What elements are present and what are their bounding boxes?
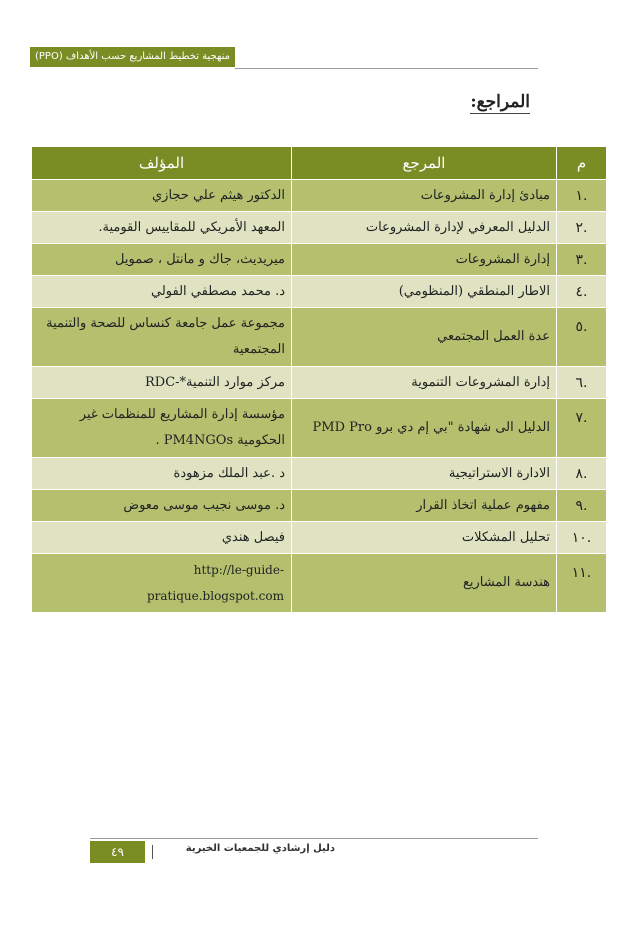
- header-divider: [235, 68, 538, 69]
- references-heading-text: المراجع:: [470, 92, 530, 112]
- row-reference: هندسة المشاريع: [291, 554, 556, 613]
- row-reference: مبادئ إدارة المشروعات: [291, 180, 556, 212]
- row-author: مجموعة عمل جامعة كنساس للصحة والتنمية المجتمعية: [31, 308, 291, 367]
- table-row: [31, 367, 606, 399]
- row-author: د. محمد مصطفي الفولي: [31, 276, 291, 308]
- row-reference: إدارة المشروعات التنموية: [291, 367, 556, 399]
- table-row: [31, 554, 606, 613]
- table-row: [31, 244, 606, 276]
- row-number: .٣: [556, 244, 606, 276]
- row-reference: الادارة الاستراتيجية: [291, 458, 556, 490]
- row-author-line-1: http://le-guide-: [193, 563, 284, 577]
- row-author: الدكتور هيثم علي حجازي: [31, 180, 291, 212]
- row-reference: الدليل الى شهادة "بي إم دي برو PMD Pro: [291, 399, 556, 458]
- row-number: .١٠: [556, 522, 606, 554]
- page-number: ٤٩: [90, 841, 145, 863]
- header-author: المؤلف: [31, 147, 291, 180]
- row-number: .١١: [556, 554, 606, 613]
- table-row: [31, 490, 606, 522]
- references-heading: [420, 92, 530, 112]
- footer-divider: [90, 838, 538, 839]
- references-table: [31, 147, 606, 613]
- table-header-row: [31, 147, 606, 180]
- row-reference: تحليل المشكلات: [291, 522, 556, 554]
- row-number: .٩: [556, 490, 606, 522]
- row-reference: عدة العمل المجتمعي: [291, 308, 556, 367]
- footer-title: دليل إرشادي للجمعيات الخيرية: [185, 843, 335, 854]
- row-number: .١: [556, 180, 606, 212]
- header-reference: المرجع: [291, 147, 556, 180]
- document-header-title: منهجية تخطيط المشاريع حسب الأهداف (PPO): [30, 47, 235, 67]
- row-author: د. موسى نجيب موسى معوض: [31, 490, 291, 522]
- row-author: المعهد الأمريكي للمقاييس القومية.: [31, 212, 291, 244]
- table-row: [31, 308, 606, 367]
- row-number: .٢: [556, 212, 606, 244]
- table-row: [31, 180, 606, 212]
- table-row: [31, 399, 606, 458]
- row-author: د .عبد الملك مزهودة: [31, 458, 291, 490]
- table-row: [31, 276, 606, 308]
- row-author-line-2: الحكومية PM4NGOs .: [155, 433, 285, 448]
- row-author: [31, 554, 291, 613]
- row-number: .٥: [556, 308, 606, 367]
- row-number: .٨: [556, 458, 606, 490]
- row-author: [31, 399, 291, 458]
- row-author: فيصل هندي: [31, 522, 291, 554]
- table-row: [31, 458, 606, 490]
- row-reference: الدليل المعرفي لإدارة المشروعات: [291, 212, 556, 244]
- row-number: .٤: [556, 276, 606, 308]
- row-author-line-1: مؤسسة إدارة المشاريع للمنظمات غير: [79, 407, 285, 422]
- row-reference: إدارة المشروعات: [291, 244, 556, 276]
- row-reference: مفهوم عملية اتخاذ القرار: [291, 490, 556, 522]
- header-num: م: [556, 147, 606, 180]
- row-number: .٧: [556, 399, 606, 458]
- row-reference: الاطار المنطقي (المنظومي): [291, 276, 556, 308]
- row-number: .٦: [556, 367, 606, 399]
- table-row: [31, 212, 606, 244]
- row-author: ميريديث، جاك و مانتل ، صمويل: [31, 244, 291, 276]
- footer-separator: [152, 845, 153, 859]
- table-row: [31, 522, 606, 554]
- row-author-line-2: pratique.blogspot.com: [146, 589, 284, 603]
- row-author: مركز موارد التنمية*-RDC: [31, 367, 291, 399]
